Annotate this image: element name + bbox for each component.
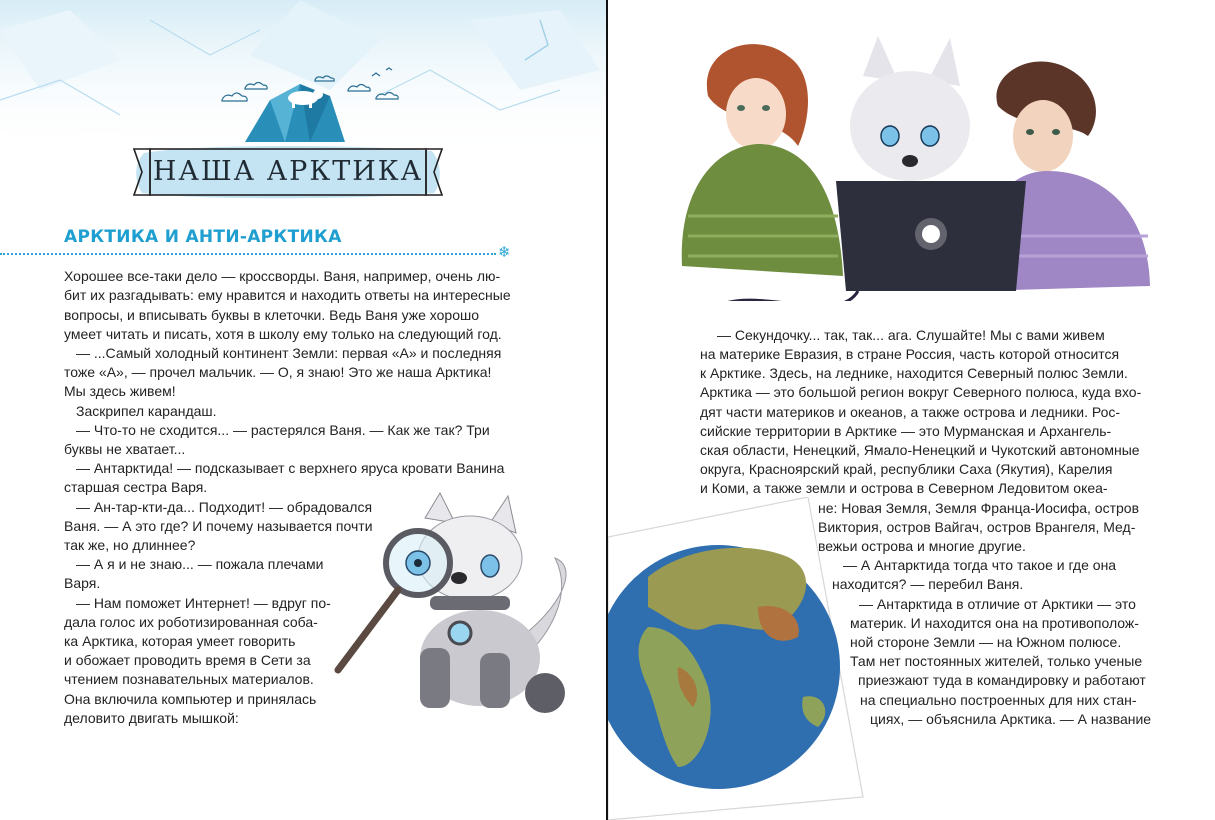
text-line: и Коми, а также земли и острова в Северном Ледовитом океа- xyxy=(700,480,1108,496)
text-line: Ваня. — А это где? И почему называется почти xyxy=(64,518,373,534)
text-line: — Ан-тар-кти-да... Подходит! — обрадовался xyxy=(76,499,373,515)
text-line: старшая сестра Варя. xyxy=(64,479,208,495)
text-line: Мы здесь живем! xyxy=(64,383,176,399)
robot-dog-illustration xyxy=(330,488,580,738)
ice-background-icon xyxy=(0,0,606,240)
text-line: — Нам поможет Интернет! — вдруг по- xyxy=(76,595,331,611)
text-line: ка Арктика, которая умеет говорить xyxy=(64,633,296,649)
text-line: Она включила компьютер и принялась xyxy=(64,691,317,707)
text-line: на специально построенных для них стан- xyxy=(860,692,1137,708)
text-line: — А Антарктида тогда что такое и где она xyxy=(843,557,1117,573)
text-line: к Арктике. Здесь, на леднике, находится Северный полюс Земли. xyxy=(700,365,1128,381)
text-line: — Антарктида! — подсказывает с верхнего яруса кровати Ванина xyxy=(76,460,505,476)
text-line: вопросы, и вписывать буквы в клеточки. Ведь Ваня уже хорошо xyxy=(64,307,480,323)
text-line: приезжают туда в командировку и работают xyxy=(858,672,1146,688)
text-line: материк. И находится она на противополож- xyxy=(850,615,1139,631)
text-line: вежьи острова и многие другие. xyxy=(818,538,1026,554)
text-line: деловито двигать мышкой: xyxy=(64,710,239,726)
text-line: ной стороне Земли — на Южном полюсе. xyxy=(850,634,1122,650)
text-line: Там нет постоянных жителей, только ученые xyxy=(850,653,1143,669)
text-line: — А я и не знаю... — пожала плечами xyxy=(76,556,324,572)
text-line: тоже «А», — прочел мальчик. — О, я знаю! Это же наша Арктика! xyxy=(64,364,492,380)
text-line: — ...Самый холодный континент Земли: первая «А» и последняя xyxy=(76,345,502,361)
text-line: умеет читать и писать, хотя в школу ему только на следующий год. xyxy=(64,326,502,342)
text-line: Виктория, остров Вайгач, остров Врангеля, Мед- xyxy=(818,519,1136,535)
text-line: не: Новая Земля, Земля Франца-Иосифа, остров xyxy=(818,500,1140,516)
children-laptop-illustration xyxy=(678,36,1153,301)
text-line: и обожает проводить время в Сети за xyxy=(64,652,311,668)
text-line: ская области, Ненецкий, Ямало-Ненецкий и Чукотский автономные xyxy=(700,442,1140,458)
text-line: округа, Красноярский край, республики Саха (Якутия), Карелия xyxy=(700,461,1113,477)
text-line: буквы не хватает... xyxy=(64,441,186,457)
left-page xyxy=(0,0,606,820)
text-line: — Что-то не сходится... — растерялся Ваня. — Как же так? Три xyxy=(76,422,490,438)
text-line: Хорошее все-таки дело — кроссворды. Ваня, например, очень лю- xyxy=(64,268,501,284)
text-line: Варя. xyxy=(64,575,101,591)
text-line: бит их разгадывать: ему нравится и находить ответы на интересные xyxy=(64,287,511,303)
text-line: на материке Евразия, в стране Россия, часть которой относится xyxy=(700,346,1120,362)
text-line: — Секундочку... так, так... ага. Слушайте! Мы с вами живем xyxy=(717,327,1105,343)
text-line: Арктика — это большой регион вокруг Северного полюса, куда вхо- xyxy=(700,384,1142,400)
text-line: находится? — перебил Ваня. xyxy=(832,576,1024,592)
dotted-divider xyxy=(0,253,496,255)
text-line: сийские территории в Арктике — это Мурманская и Архангель- xyxy=(700,423,1112,439)
text-line: — Антарктида в отличие от Арктики — это xyxy=(859,596,1136,612)
text-line: циях, — объяснила Арктика. — А название xyxy=(870,711,1152,727)
page-title: НАША АРКТИКА xyxy=(152,156,424,187)
section-heading: АРКТИКА И АНТИ-АРКТИКА xyxy=(64,227,342,247)
text-line: Заскрипел карандаш. xyxy=(76,403,217,419)
snowflake-icon: ❄ xyxy=(498,244,511,261)
text-line: дят части материков и океанов, а также острова и ледники. Рос- xyxy=(700,404,1121,420)
text-line: дала голос их роботизированная соба- xyxy=(64,614,318,630)
text-line: чтением познавательных материалов. xyxy=(64,671,314,687)
text-line: так же, но длиннее? xyxy=(64,537,196,553)
